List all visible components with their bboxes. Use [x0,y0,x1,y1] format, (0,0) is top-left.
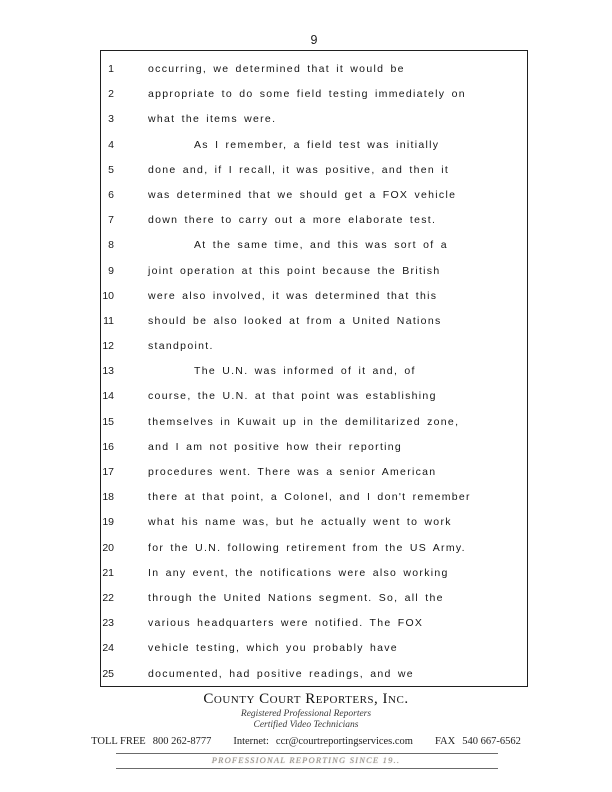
footer-rule-top [116,753,498,754]
line-text: were also involved, it was determined that this [148,289,438,302]
line-text: As I remember, a field test was initially [194,138,440,151]
line-number: 11 [103,314,114,327]
transcript-line [96,334,526,359]
transcript-line [96,133,526,158]
line-number: 8 [108,239,114,252]
footer-tagline-video: Certified Video Technicians [253,720,359,730]
line-number: 24 [102,642,114,655]
line-number: 16 [102,440,114,453]
line-text: The U.N. was informed of it and, of [194,365,416,378]
fax-number: 540 667-6562 [462,736,521,747]
transcript-line [96,410,526,435]
line-number: 15 [102,415,114,428]
line-text: through the United Nations segment. So, all the [148,591,444,604]
transcript-line [96,510,526,535]
transcript-line [96,561,526,586]
line-text: down there to carry out a more elaborate test. [148,214,437,227]
transcript-line [96,284,526,309]
transcript-line [96,57,526,82]
transcript-line [96,586,526,611]
line-number: 4 [108,138,114,151]
line-text: what his name was, but he actually went to work [148,516,452,529]
transcript-line [96,82,526,107]
transcript-line [96,636,526,661]
toll-free-contact [91,736,211,747]
transcript-line [96,309,526,334]
transcript-lines [96,57,526,687]
toll-free-label: TOLL FREE [91,736,146,747]
line-number: 18 [102,491,114,504]
line-number: 1 [108,63,114,75]
footer-bottom-note: PROFESSIONAL REPORTING SINCE 19.. [211,755,401,765]
fax-label: FAX [434,736,456,747]
internet-label: Internet: [233,736,269,747]
line-number: 12 [102,340,114,353]
transcript-line [96,611,526,636]
line-text: documented, had positive readings, and we [148,667,414,680]
transcript-line [96,183,526,208]
line-number: 19 [102,516,114,529]
line-text: vehicle testing, which you probably have [148,642,398,655]
line-text: for the U.N. following retirement from the US Army. [148,541,466,554]
footer-tagline-reporters: Registered Professional Reporters [240,709,372,719]
internet-address: ccr@courtreportingservices.com [275,736,413,747]
transcript-line [96,485,526,510]
transcript-line [96,384,526,409]
transcript-line [96,662,526,687]
line-number: 23 [102,617,114,630]
line-text: occurring, we determined that it would be [148,63,405,75]
line-number: 10 [102,289,114,302]
line-text: In any event, the notifications were also working [148,566,449,579]
line-text: procedures went. There was a senior American [148,466,437,478]
line-text: and I am not positive how their reporting [148,440,403,453]
transcript-line [96,259,526,284]
line-number: 5 [108,163,114,176]
footer-contact-line [0,736,612,747]
line-number: 3 [108,113,114,126]
page-number: 9 [310,33,319,47]
line-number: 25 [102,667,114,680]
transcript-line [96,208,526,233]
transcript-line [96,536,526,561]
transcript-line [96,359,526,384]
line-number: 17 [102,466,114,478]
line-text: what the items were. [148,113,277,126]
toll-free-number: 800 262-8777 [152,736,212,747]
fax-contact [435,736,521,747]
footer-company-name: County Court Reporters, Inc. [203,691,409,707]
footer-rule-bottom [116,768,498,769]
line-text: appropriate to do some field testing immediately on [148,88,466,101]
line-number: 20 [102,541,114,554]
line-number: 6 [108,188,114,201]
line-text: there at that point, a Colonel, and I don't remember [148,491,471,504]
line-text: course, the U.N. at that point was establishing [148,390,437,403]
line-text: should be also looked at from a United Nations [148,314,442,327]
line-text: themselves in Kuwait up in the demilitarized zone, [148,415,460,428]
transcript-line [96,158,526,183]
line-number: 2 [108,88,114,101]
line-number: 7 [108,214,114,227]
line-text: done and, if I recall, it was positive, and then it [148,163,450,176]
line-text: At the same time, and this was sort of a [194,239,448,252]
transcript-line [96,233,526,258]
line-number: 13 [102,365,114,378]
line-number: 22 [102,591,114,604]
internet-contact [233,736,413,747]
line-number: 9 [108,264,114,277]
transcript-line [96,107,526,132]
line-number: 14 [102,390,114,403]
line-text: various headquarters were notified. The FOX [148,617,424,630]
line-text: standpoint. [148,340,214,353]
line-number: 21 [102,566,114,579]
transcript-line [96,435,526,460]
transcript-line [96,460,526,485]
line-text: joint operation at this point because the British [148,264,441,277]
line-text: was determined that we should get a FOX vehicle [148,188,457,201]
